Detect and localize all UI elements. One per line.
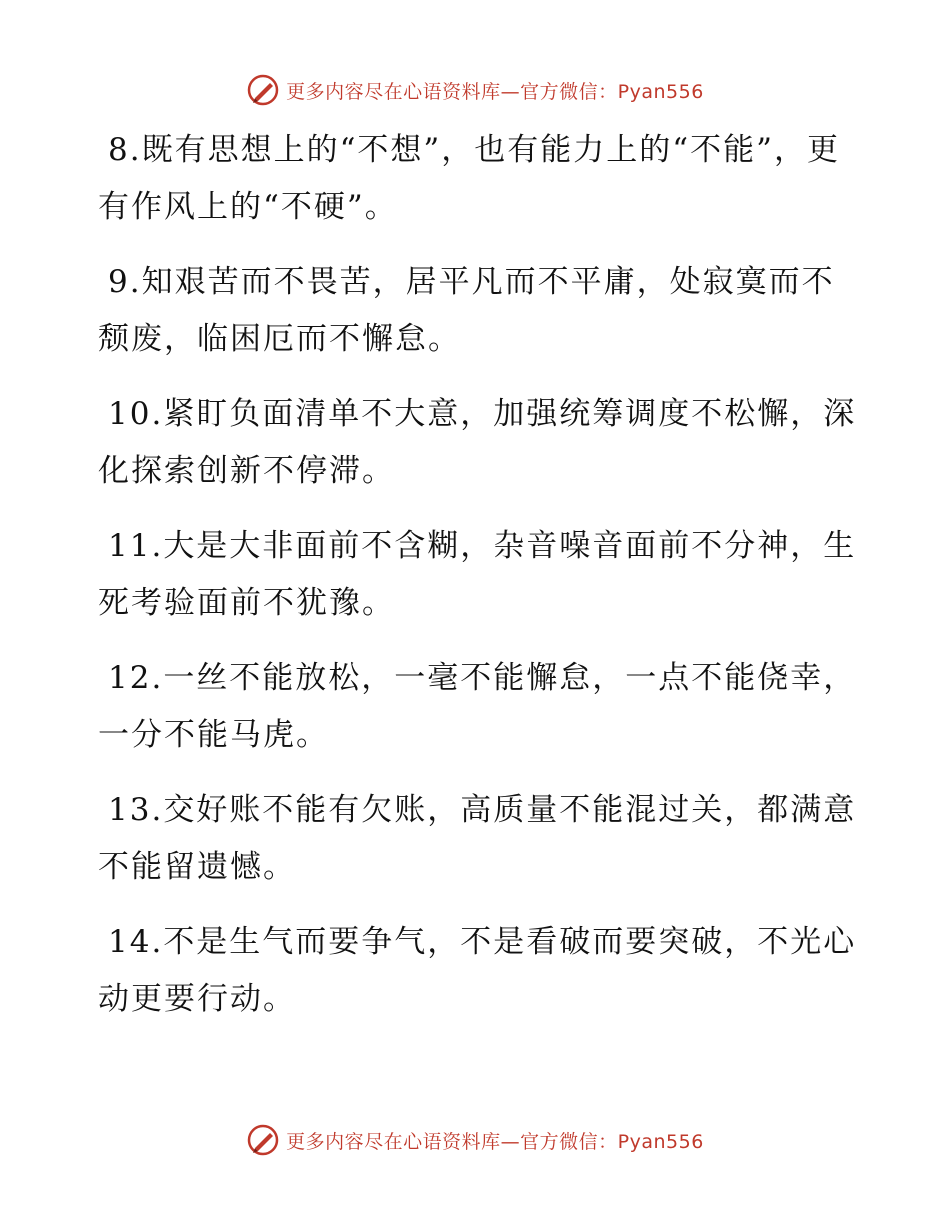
list-item: [98, 386, 858, 500]
item-number: 12.: [108, 660, 164, 696]
item-text: 交好账不能有欠账，高质量不能混过关，都满意不能留遗憾。: [98, 792, 857, 885]
item-text: 一丝不能放松，一毫不能懈怠，一点不能侥幸，一分不能马虎。: [98, 660, 857, 753]
item-text: 紧盯负面清单不大意，加强统筹调度不松懈，深化探索创新不停滞。: [98, 396, 857, 489]
list-item: [98, 914, 858, 1028]
list-item: [98, 122, 858, 236]
item-text: 不是生气而要争气，不是看破而要突破，不光心动更要行动。: [98, 924, 857, 1017]
header-banner-text: 更多内容尽在心语资料库—官方微信：Pyan556: [286, 80, 704, 103]
item-text: 知艰苦而不畏苦，居平凡而不平庸，处寂寞而不颓废，临困厄而不懈怠。: [98, 264, 835, 357]
list-item: [98, 782, 858, 896]
pen-logo-icon: [246, 73, 280, 107]
item-number: 10.: [108, 396, 164, 432]
item-number: 11.: [108, 528, 164, 564]
item-number: 13.: [108, 792, 164, 828]
list-item: [98, 254, 858, 368]
item-number: 14.: [108, 924, 164, 960]
item-text: 大是大非面前不含糊，杂音噪音面前不分神，生死考验面前不犹豫。: [98, 528, 857, 621]
footer-banner: [0, 1120, 950, 1160]
pen-logo-icon: [246, 1123, 280, 1157]
item-number: 9.: [108, 264, 142, 300]
document-body: [98, 120, 858, 1046]
item-number: 8.: [108, 132, 142, 168]
list-item: [98, 518, 858, 632]
header-banner: [0, 70, 950, 110]
footer-banner-text: 更多内容尽在心语资料库—官方微信：Pyan556: [286, 1130, 704, 1153]
list-item: [98, 650, 858, 764]
item-text: 既有思想上的“不想”，也有能力上的“不能”，更有作风上的“不硬”。: [98, 132, 840, 225]
